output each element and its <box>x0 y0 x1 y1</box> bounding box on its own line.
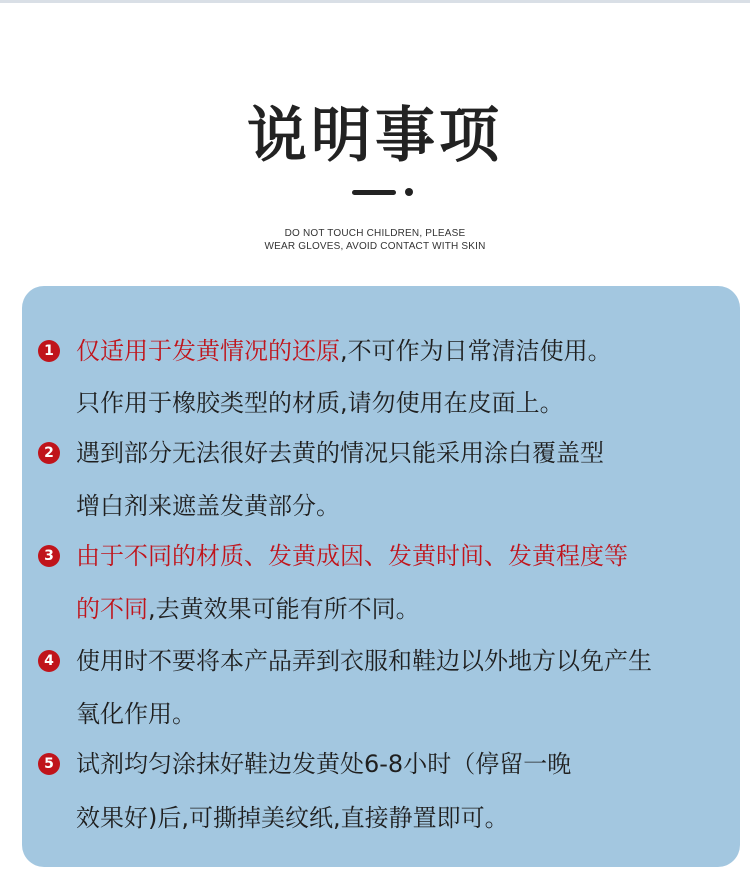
item-4-line-2 <box>76 698 196 730</box>
subtitle-line-2: WEAR GLOVES, AVOID CONTACT WITH SKIN <box>264 241 486 252</box>
item-4-line-2-text: 氧化作用。 <box>76 700 196 728</box>
subtitle-line-1: DO NOT TOUCH CHILDREN, PLEASE <box>284 228 466 239</box>
item-1-line-1-text: ,不可作为日常清洁使用。 <box>340 337 612 365</box>
item-3-line-1 <box>76 540 628 572</box>
top-divider <box>0 0 750 3</box>
item-3-line-2 <box>76 593 420 625</box>
item-2-line-1 <box>76 437 604 469</box>
item-5-line-1 <box>76 748 571 780</box>
item-1-line-2-text: 只作用于橡胶类型的材质,请勿使用在皮面上。 <box>76 389 564 417</box>
item-number-badge-5: 5 <box>38 753 60 775</box>
item-1-line-2 <box>76 387 564 419</box>
item-5-line-1-text: 试剂均匀涂抹好鞋边发黄处6-8小时（停留一晚 <box>76 750 572 778</box>
item-2-line-2-text: 增白剂来遮盖发黄部分。 <box>76 492 340 520</box>
item-4-line-1-text: 使用时不要将本产品弄到衣服和鞋边以外地方以免产生 <box>76 647 652 675</box>
item-number-badge-3: 3 <box>38 545 60 567</box>
item-number-badge-4: 4 <box>38 650 60 672</box>
title-underline-dash <box>352 190 396 195</box>
item-number-badge-1: 1 <box>38 340 60 362</box>
english-subtitle <box>0 227 750 253</box>
item-4-line-1 <box>76 645 652 677</box>
item-2-line-2 <box>76 490 340 522</box>
title-underline-dot <box>405 188 413 196</box>
item-3-line-2-highlight: 的不同 <box>76 595 148 623</box>
page-title: 说明事项 <box>247 101 503 171</box>
item-number-badge-2: 2 <box>38 442 60 464</box>
item-3-line-2-text: ,去黄效果可能有所不同。 <box>148 595 420 623</box>
item-5-line-2 <box>76 802 509 834</box>
item-2-line-1-text: 遇到部分无法很好去黄的情况只能采用涂白覆盖型 <box>76 439 604 467</box>
item-1-line-1 <box>76 335 612 367</box>
item-3-line-1-highlight: 由于不同的材质、发黄成因、发黄时间、发黄程度等 <box>76 542 628 570</box>
item-1-line-1-highlight: 仅适用于发黄情况的还原 <box>76 337 340 365</box>
item-5-line-2-text: 效果好)后,可撕掉美纹纸,直接静置即可。 <box>76 804 509 832</box>
